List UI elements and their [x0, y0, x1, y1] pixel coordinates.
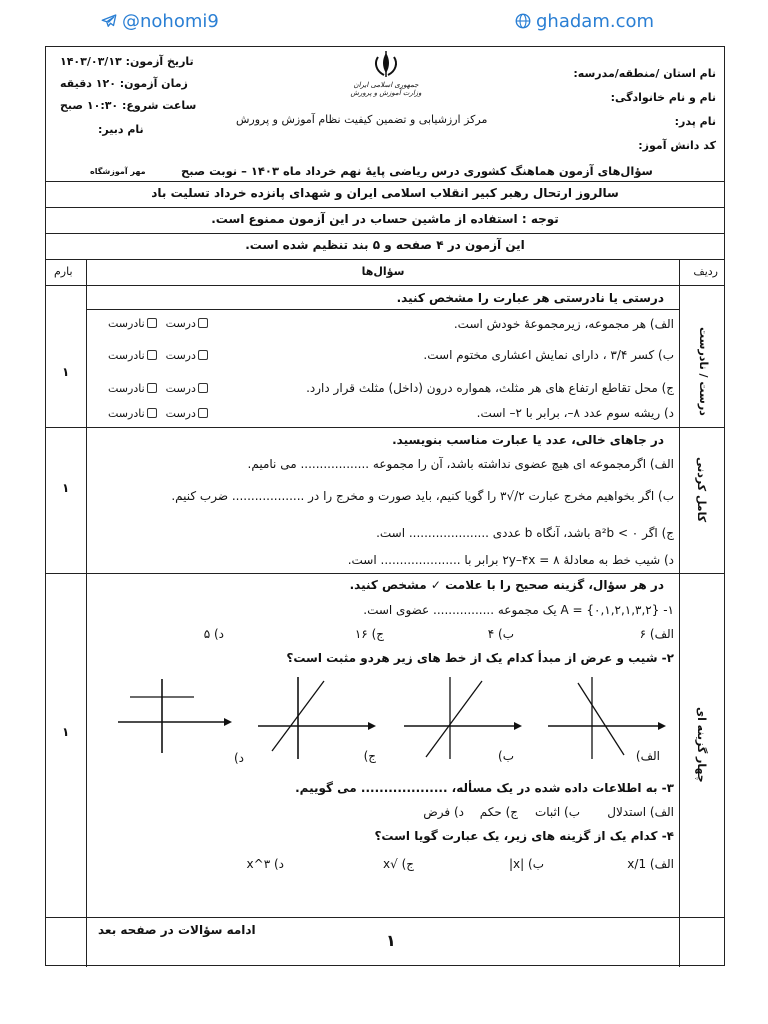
mc-q1-opt-c[interactable]: ج) ۱۶ [354, 627, 384, 641]
mc-q1-opt-d[interactable]: د) ۵ [203, 627, 224, 641]
continue-note: ادامه سؤالات در صفحه بعد [98, 923, 256, 937]
section3-instruction: در هر سؤال، گزینه صحیح را با علامت ✓ مشخص کنید. [349, 578, 664, 592]
fill-item-a: الف) اگرمجموعه ای هیچ عضوی نداشته باشد، آن را مجموعه .................. می نامیم. [247, 457, 674, 471]
mc-q1-opt-b[interactable]: ب) ۴ [487, 627, 514, 641]
tf-choices-a[interactable] [108, 317, 210, 330]
col-score-header: بارم [54, 265, 73, 278]
false-checkbox[interactable] [147, 350, 157, 360]
tf-choices-d[interactable] [108, 407, 210, 420]
mc-q1-opt-a[interactable]: الف) ۶ [639, 627, 674, 641]
emblem [346, 51, 426, 97]
section1-instruction: درستی یا نادرستی هر عبارت را مشخص کنید. [396, 291, 664, 305]
mc-q4-opt-d[interactable]: د) ۳^x [246, 857, 284, 871]
website-link[interactable] [514, 11, 654, 32]
page-number: ۱ [386, 931, 396, 950]
true-label: درست [165, 382, 196, 395]
province-label: نام استان /منطقه/مدرسه: [573, 67, 716, 80]
col-questions-header: سؤال‌ها [361, 265, 405, 278]
graph-label-a[interactable]: الف) [635, 749, 660, 763]
mc-q4-opt-c[interactable]: ج) √x [383, 857, 414, 871]
mc-q3-opt-c[interactable]: ج) حکم [479, 805, 518, 819]
true-label: درست [165, 407, 196, 420]
true-checkbox[interactable] [198, 318, 208, 328]
sloped-line [426, 681, 482, 757]
graph-d [112, 677, 232, 757]
section2-instruction: در جاهای خالی، عدد یا عبارت مناسب بنویسید. [392, 433, 664, 447]
telegram-icon [100, 12, 118, 30]
mc-q3-opt-a[interactable]: الف) استدلال [607, 805, 674, 819]
false-checkbox[interactable] [147, 383, 157, 393]
false-checkbox[interactable] [147, 408, 157, 418]
school-stamp: مهر آموزشگاه [90, 167, 146, 176]
graph-label-c[interactable]: ج) [363, 749, 376, 763]
iran-emblem-icon [366, 51, 406, 77]
true-checkbox[interactable] [198, 350, 208, 360]
col-row-header: ردیف [693, 265, 718, 278]
exam-sheet [45, 46, 725, 966]
emblem-line-1: جمهوری اسلامی ایران [353, 81, 419, 89]
top-bar [0, 8, 768, 38]
fill-item-d: د) شیب خط به معادلهٔ ۲y–۴x = ۸ برابر با ..................... است. [347, 553, 674, 567]
telegram-text: @nohomi9 [122, 11, 219, 32]
section3-score: ۱ [62, 725, 70, 739]
student-name-label: نام و نام خانوادگی: [610, 91, 716, 104]
website-text: ghadam.com [536, 11, 655, 32]
true-checkbox[interactable] [198, 408, 208, 418]
mc-q4: ۴- کدام یک از گزینه های زیر، یک عبارت گویا است؟ [374, 829, 674, 843]
false-label: نادرست [108, 382, 145, 395]
true-label: درست [165, 349, 196, 362]
telegram-handle[interactable] [100, 11, 219, 32]
mc-q3: ۳- به اطلاعات داده شده در یک مسأله، ................... می گوییم. [295, 781, 674, 795]
tf-item-b: ب) کسر ۳/۴ ، دارای نمایش اعشاری مختوم است. [423, 348, 674, 362]
section1-side-label: درست / نادرست [697, 327, 710, 416]
globe-icon [514, 12, 532, 30]
true-checkbox[interactable] [198, 383, 208, 393]
true-label: درست [165, 317, 196, 330]
tf-choices-b[interactable] [108, 349, 210, 362]
false-label: نادرست [108, 407, 145, 420]
center-name: مرکز ارزشیابی و تضمین کیفیت نظام آموزش و پرورش [236, 113, 488, 126]
mc-q3-opt-b[interactable]: ب) اثبات [534, 805, 580, 819]
false-label: نادرست [108, 349, 145, 362]
tf-item-c: ج) محل تقاطع ارتفاع های هر مثلث، همواره درون (داخل) مثلث قرار دارد. [306, 381, 674, 395]
student-code-label: کد دانش آموز: [638, 139, 716, 152]
section2-side-label: کامل کردنی [695, 457, 708, 523]
section1-score: ۱ [62, 365, 70, 379]
graph-c [256, 673, 376, 763]
emblem-line-2: وزارت آموزش و پرورش [350, 89, 422, 97]
fill-item-c: ج) اگر a²b < ۰ باشد، آنگاه b عددی ..................... است. [376, 526, 674, 540]
exam-title: سؤال‌های آزمون هماهنگ کشوری درس ریاضی پایهٔ نهم خرداد ماه ۱۴۰۳ – نوبت صبح [181, 164, 653, 178]
pages-notice: این آزمون در ۴ صفحه و ۵ بند تنظیم شده است. [245, 238, 525, 252]
exam-date: تاریخ آزمون: ۱۴۰۳/۰۳/۱۳ [60, 55, 194, 68]
false-checkbox[interactable] [147, 318, 157, 328]
mc-q3-opt-d[interactable]: د) فرض [423, 805, 464, 819]
exam-duration: زمان آزمون: ۱۲۰ دقیقه [60, 77, 188, 90]
fill-item-b: ب) اگر بخواهیم مخرج عبارت ۲/√۳ را گویا کنیم، باید صورت و مخرج را در ................... ضرب کنیم. [171, 489, 674, 503]
tf-choices-c[interactable] [108, 382, 210, 395]
graph-label-d[interactable]: د) [233, 751, 244, 765]
tf-item-d: د) ریشه سوم عدد ۸–، برابر با ۲– است. [476, 406, 674, 420]
calculator-notice: توجه : استفاده از ماشین حساب در این آزمون ممنوع است. [211, 212, 559, 226]
mc-q2: ۲- شیب و عرض از مبدأ کدام یک از خط های زیر هردو مثبت است؟ [286, 651, 674, 665]
teacher-label: نام دبیر: [98, 123, 144, 136]
graph-label-b[interactable]: ب) [498, 749, 514, 763]
exam-start: ساعت شروع: ۱۰:۳۰ صبح [60, 99, 197, 112]
sloped-line [578, 683, 624, 755]
mc-q1: ۱- A = {۰,۱,۲,۱,۳,۲} یک مجموعه ................ عضوی است. [363, 603, 674, 617]
mc-q4-opt-b[interactable]: ب) |x| [509, 857, 544, 871]
father-label: نام پدر: [674, 115, 716, 128]
mc-q4-opt-a[interactable]: الف) 1/x [627, 857, 674, 871]
condolence-line: سالروز ارتحال رهبر کبیر انقلاب اسلامی ایران و شهدای پانزده خرداد تسلیت باد [151, 186, 619, 200]
false-label: نادرست [108, 317, 145, 330]
section3-side-label: چهار گزینه ای [695, 707, 708, 783]
tf-item-a: الف) هر مجموعه، زیرمجموعهٔ خودش است. [453, 317, 674, 331]
section2-score: ۱ [62, 481, 70, 495]
